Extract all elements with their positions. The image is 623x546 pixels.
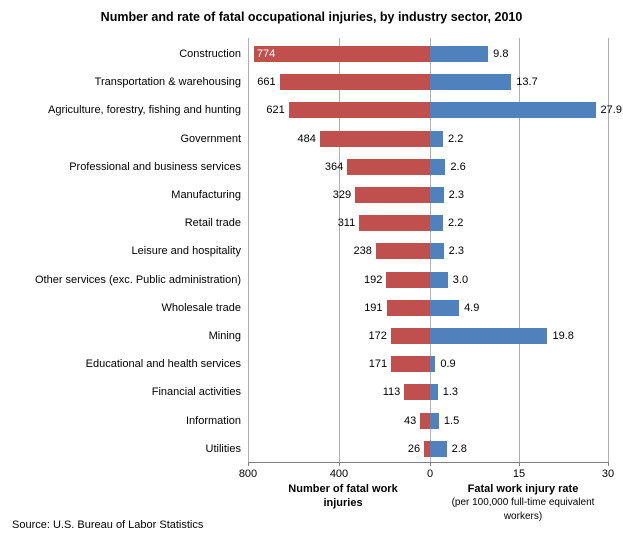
table-row <box>0 40 623 68</box>
bar-count <box>320 131 430 147</box>
bar-rate <box>430 413 439 429</box>
bar-count-value: 171 <box>368 358 388 371</box>
bar-rate-value: 1.5 <box>443 414 460 427</box>
bar-count <box>347 159 430 175</box>
table-row <box>0 96 623 124</box>
category-label: Educational and health services <box>85 358 241 371</box>
category-label: Leisure and hospitality <box>131 245 241 258</box>
bar-rate-value: 4.9 <box>464 301 480 314</box>
tick-400 <box>339 462 340 466</box>
table-row <box>0 322 623 350</box>
bar-rate <box>430 441 447 457</box>
bar-count-value: 26 <box>407 442 421 455</box>
bar-count <box>420 413 430 429</box>
bar-rate <box>430 46 488 62</box>
source-note: Source: U.S. Bureau of Labor Statistics <box>12 519 204 531</box>
table-row <box>0 378 623 406</box>
bar-count-value: 484 <box>297 132 316 145</box>
bar-count <box>280 74 430 90</box>
bar-rate-value: 2.3 <box>448 189 464 201</box>
bar-count-value: 364 <box>324 160 344 173</box>
bar-rate-value: 3.0 <box>452 273 469 286</box>
tick-label-15: 15 <box>512 468 526 480</box>
bar-count-value: 192 <box>363 273 383 286</box>
bar-count-value: 329 <box>332 189 352 201</box>
tick-label-800: 800 <box>238 468 258 480</box>
table-row <box>0 407 623 435</box>
bar-rate-value: 27.9 <box>600 104 622 117</box>
table-row <box>0 125 623 153</box>
tick-800 <box>248 462 249 466</box>
right-axis-title-line: Fatal work injury rate <box>467 483 579 495</box>
axis-titles <box>0 482 623 542</box>
bar-rate-value: 2.6 <box>450 160 466 173</box>
bar-rate <box>430 187 444 203</box>
table-row <box>0 181 623 209</box>
bar-rate <box>430 384 438 400</box>
bar-rate-value: 9.8 <box>493 48 509 60</box>
chart-plot-area <box>0 38 623 480</box>
bar-count-value: 661 <box>257 76 276 89</box>
tick-15 <box>519 462 520 466</box>
bar-count <box>386 272 430 288</box>
category-label: Manufacturing <box>171 189 241 201</box>
bar-count-value: 621 <box>266 104 285 117</box>
bar-rate <box>430 131 443 147</box>
table-row <box>0 266 623 294</box>
bar-count <box>359 215 430 231</box>
category-label: Other services (exc. Public administration) <box>34 273 241 286</box>
bar-rate <box>430 272 448 288</box>
bar-count <box>289 102 430 118</box>
category-label: Financial activities <box>151 386 241 399</box>
tick-label-30: 30 <box>601 468 615 480</box>
bar-count-value: 191 <box>364 301 383 314</box>
right-axis-subtitle: (per 100,000 full-time equivalent workers) <box>451 497 595 522</box>
category-label: Government <box>180 132 241 145</box>
bar-count-value: 113 <box>382 386 401 399</box>
left-axis-title-line: Number of fatal work injuries <box>288 483 398 509</box>
bar-rate <box>430 74 511 90</box>
chart-title: Number and rate of fatal occupational injuries, by industry sector, 2010 <box>100 10 523 24</box>
bar-count-value: 311 <box>337 217 356 230</box>
bar-rate <box>430 300 459 316</box>
bar-count <box>391 328 430 344</box>
bar-rate-value: 2.2 <box>448 217 464 230</box>
tick-label-0: 0 <box>426 468 434 480</box>
table-row <box>0 350 623 378</box>
tick-30 <box>608 462 609 466</box>
category-label: Retail trade <box>184 217 241 230</box>
table-row <box>0 68 623 96</box>
category-label: Information <box>185 414 241 427</box>
bar-rate <box>430 328 547 344</box>
bar-rate-value: 2.2 <box>448 132 464 145</box>
bar-count <box>404 384 430 400</box>
category-label: Agriculture, forestry, fishing and hunting <box>47 104 241 117</box>
category-label: Construction <box>179 48 241 60</box>
bar-count <box>355 187 430 203</box>
category-label: Utilities <box>205 442 241 455</box>
category-label: Transportation & warehousing <box>94 76 241 89</box>
bar-count <box>387 300 430 316</box>
bar-rate <box>430 159 445 175</box>
bar-rate <box>430 356 435 372</box>
table-row <box>0 153 623 181</box>
table-row <box>0 209 623 237</box>
bar-count-value: 172 <box>368 330 387 342</box>
right-axis-title <box>443 482 603 524</box>
bar-rate <box>430 243 444 259</box>
bar-count-value: 774 <box>256 48 276 60</box>
tick-0 <box>430 462 431 466</box>
bar-rate <box>430 102 596 118</box>
axis-line <box>248 462 608 463</box>
bar-rate <box>430 215 443 231</box>
bar-rate-value: 0.9 <box>440 358 456 371</box>
bar-rate-value: 2.3 <box>448 245 464 258</box>
table-row <box>0 435 623 463</box>
bar-count <box>376 243 430 259</box>
bar-count <box>391 356 430 372</box>
category-label: Professional and business services <box>69 160 241 173</box>
category-label: Wholesale trade <box>161 301 241 314</box>
table-row <box>0 237 623 265</box>
table-row <box>0 294 623 322</box>
left-axis-title <box>268 482 418 510</box>
bar-rate-value: 2.8 <box>451 442 467 455</box>
bar-rate-value: 13.7 <box>516 76 538 89</box>
bar-rate-value: 1.3 <box>442 386 458 399</box>
category-label: Mining <box>208 330 241 342</box>
bar-rate-value: 19.8 <box>552 330 574 342</box>
bar-count-value: 43 <box>403 414 417 427</box>
tick-label-400: 400 <box>329 468 349 480</box>
bar-count-value: 238 <box>353 245 372 258</box>
